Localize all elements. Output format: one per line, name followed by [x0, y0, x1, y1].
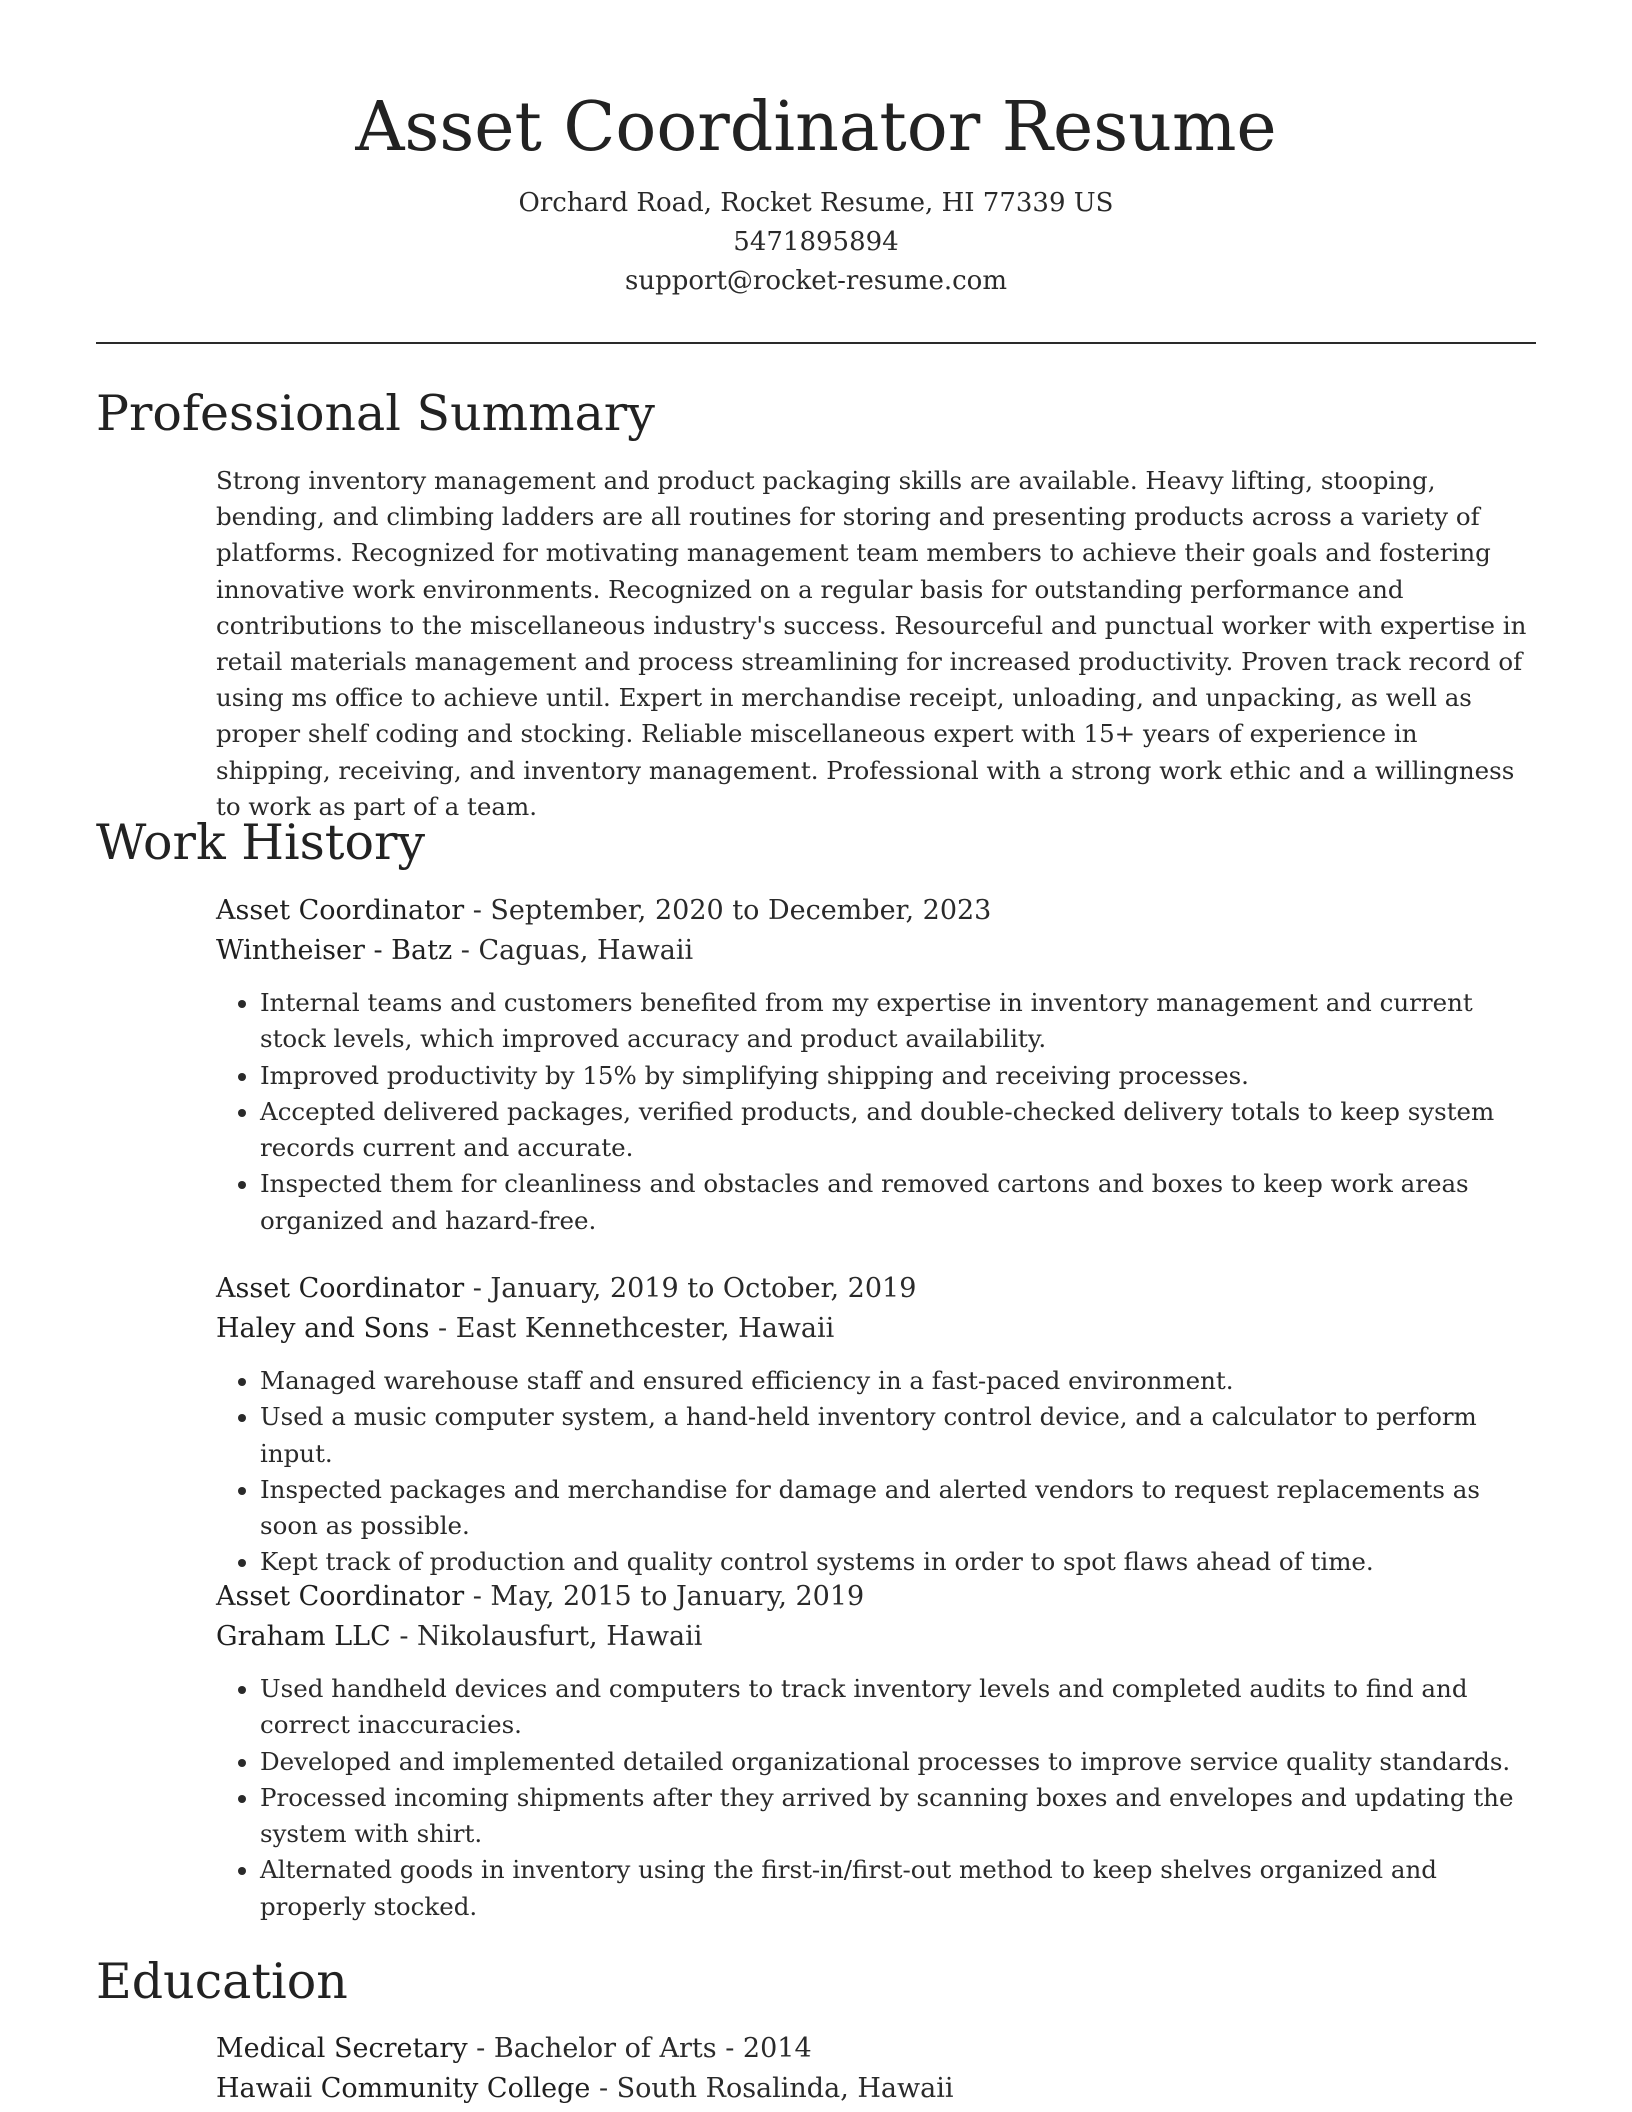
list-item: • Accepted delivered packages, verified products, and double-checked delivery totals to keep system records current and accurate. — [260, 1094, 1536, 1167]
list-item: • Inspected packages and merchandise for damage and alerted vendors to request replacements as soon as possible. — [260, 1472, 1536, 1545]
section-title-summary: Professional Summary — [96, 385, 655, 442]
section-title-education: Education — [96, 1953, 348, 2010]
contact-block — [0, 184, 1632, 301]
job-company: Wintheiser - Batz — [216, 935, 453, 966]
contact-phone: 5471895894 — [733, 227, 899, 257]
job-title-line — [216, 1577, 1536, 1617]
contact-address: Orchard Road, Rocket Resume, HI 77339 US — [518, 188, 1114, 218]
job-entry-3 — [216, 1577, 1536, 1925]
contact-email: support@rocket-resume.com — [624, 266, 1007, 296]
list-item: • Kept track of production and quality control systems in order to spot flaws ahead of time. — [260, 1544, 1536, 1580]
list-item: • Managed warehouse staff and ensured efficiency in a fast-paced environment. — [260, 1363, 1536, 1399]
resume-title: Asset Coordinator Resume — [355, 88, 1277, 167]
list-item: • Alternated goods in inventory using the first-in/first-out method to keep shelves organized and properly stocked. — [260, 1852, 1536, 1925]
job-location: - Nikolausfurt, Hawaii — [390, 1621, 703, 1652]
job-title-line — [216, 1269, 1536, 1309]
job-entry-1 — [216, 891, 1536, 1239]
job-title-line — [216, 891, 1536, 931]
header-divider — [96, 342, 1536, 344]
job-company: Graham LLC — [216, 1621, 391, 1652]
job-title: Asset Coordinator — [216, 1273, 465, 1304]
job-bullets — [216, 1671, 1536, 1925]
school-line — [216, 2069, 1536, 2109]
school-location: - South Rosalinda, Hawaii — [590, 2073, 954, 2104]
education-entry — [216, 2029, 1536, 2109]
list-item: • Developed and implemented detailed organizational processes to improve service quality standards. — [260, 1744, 1536, 1780]
list-item: • Improved productivity by 15% by simplifying shipping and receiving processes. — [260, 1058, 1536, 1094]
job-title: Asset Coordinator — [216, 1581, 465, 1612]
job-bullets — [216, 985, 1536, 1239]
job-location: - Caguas, Hawaii — [452, 935, 694, 966]
school-name: Hawaii Community College — [216, 2073, 591, 2104]
job-dates: - September, 2020 to December, 2023 — [464, 895, 992, 926]
job-company-line — [216, 931, 1536, 971]
job-dates: - January, 2019 to October, 2019 — [464, 1273, 917, 1304]
job-company-line — [216, 1617, 1536, 1657]
job-bullets — [216, 1363, 1536, 1581]
degree-field: Medical Secretary — [216, 2033, 468, 2064]
list-item: • Used a music computer system, a hand-held inventory control device, and a calculator to perform input. — [260, 1399, 1536, 1472]
job-dates: - May, 2015 to January, 2019 — [464, 1581, 865, 1612]
degree-line — [216, 2029, 1536, 2069]
job-company-line — [216, 1309, 1536, 1349]
summary-section — [216, 463, 1536, 825]
job-company: Haley and Sons — [216, 1313, 430, 1344]
job-location: - East Kennethcester, Hawaii — [429, 1313, 835, 1344]
job-entry-2 — [216, 1269, 1536, 1581]
degree-details: - Bachelor of Arts - 2014 — [467, 2033, 812, 2064]
list-item: • Internal teams and customers benefited from my expertise in inventory management and current stock levels, which improved accuracy and product availability. — [260, 985, 1536, 1058]
summary-text: Strong inventory management and product packaging skills are available. Heavy lifting, stooping, bending, and climbing ladders are all routines for storing and presenting products across a variety of platforms. Recognized for motivating management team members to achieve their goals and fostering innovative work environments. Recognized on a regular basis for outstanding performance and contributions to the miscellaneous industry's success. Resourceful and punctual worker with expertise in retail materials management and process streamlining for increased productivity. Proven track record of using ms office to achieve until. Expert in merchandise receipt, unloading, and unpacking, as well as proper shelf coding and stocking. Reliable miscellaneous expert with 15+ years of experience in shipping, receiving, and inventory management. Professional with a strong work ethic and a willingness to work as part of a team. — [216, 466, 1527, 821]
list-item: • Inspected them for cleanliness and obstacles and removed cartons and boxes to keep work areas organized and hazard-free. — [260, 1166, 1536, 1239]
job-title: Asset Coordinator — [216, 895, 465, 926]
list-item: • Used handheld devices and computers to track inventory levels and completed audits to find and correct inaccuracies. — [260, 1671, 1536, 1744]
list-item: • Processed incoming shipments after they arrived by scanning boxes and envelopes and updating the system with shirt. — [260, 1780, 1536, 1853]
section-title-work-history: Work History — [96, 814, 426, 871]
resume-header — [0, 86, 1632, 301]
